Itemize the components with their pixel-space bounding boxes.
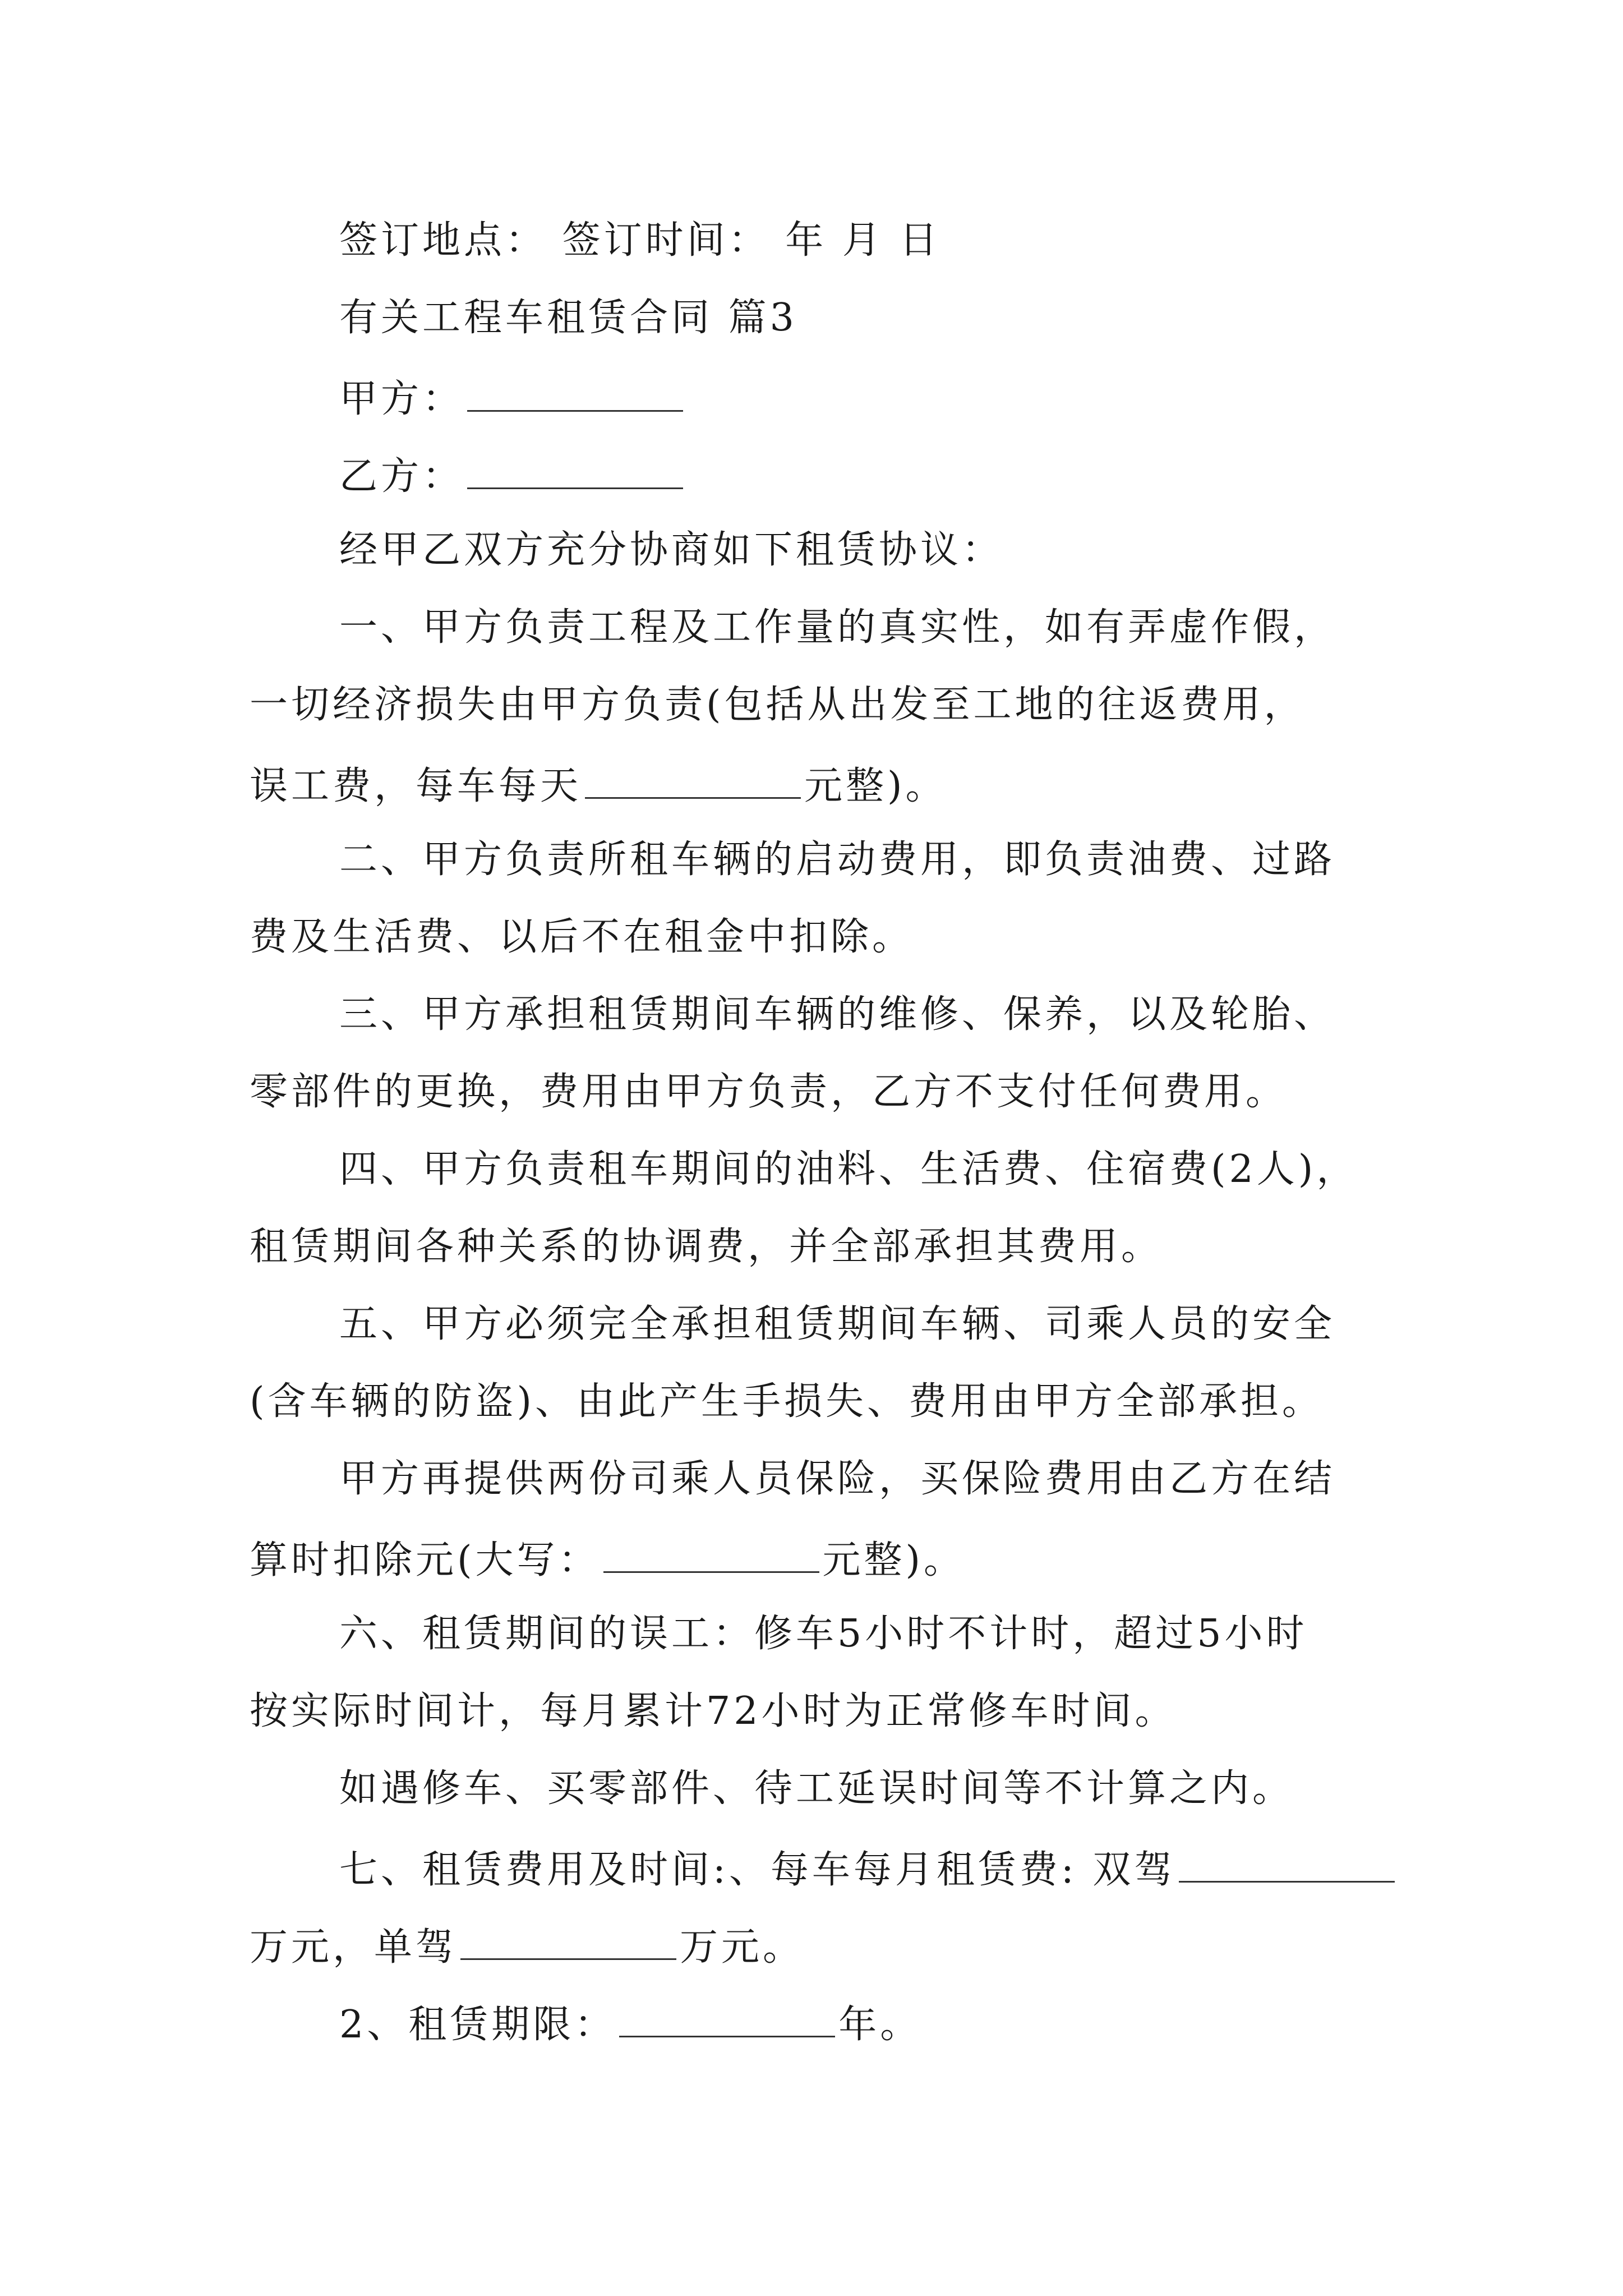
clause-7-line-1 bbox=[339, 1847, 1398, 1892]
lease-term-blank bbox=[619, 2002, 835, 2037]
clause-3-text-2: 零部件的更换，费用由甲方负责，乙方不支付任何费用。 bbox=[250, 1070, 1288, 1114]
clause-1-text-1: 一、甲方负责工程及工作量的真实性，如有弄虚作假， bbox=[339, 605, 1336, 650]
clause-7-text-1: 七、租赁费用及时间:、每车每月租赁费: 双驾 bbox=[339, 1848, 1176, 1892]
clause-6-line-1 bbox=[339, 1612, 1308, 1656]
clause-1-text-3b: 元整)。 bbox=[804, 764, 947, 808]
signing-place-time-line bbox=[339, 218, 941, 263]
insurance-text-2a: 算时扣除元(大写： bbox=[250, 1538, 600, 1582]
single-driver-fee-blank bbox=[460, 1925, 676, 1960]
clause-3-text-1: 三、甲方承担租赁期间车辆的维修、保养，以及轮胎、 bbox=[339, 992, 1336, 1037]
clause-6-line-2 bbox=[250, 1689, 1177, 1733]
party-b-label: 乙方： bbox=[339, 454, 464, 499]
clause-2-line-2 bbox=[250, 915, 914, 959]
clause-5-text-2: (含车辆的防盗)、由此产生手损失、费用由甲方全部承担。 bbox=[250, 1379, 1324, 1424]
double-driver-fee-blank bbox=[1179, 1847, 1395, 1883]
clause-7-text-2a: 万元，单驾 bbox=[250, 1925, 458, 1970]
insurance-text-2b: 元整)。 bbox=[822, 1538, 966, 1582]
party-b-blank bbox=[467, 454, 683, 489]
clause-5-text-1: 五、甲方必须完全承担租赁期间车辆、司乘人员的安全 bbox=[339, 1302, 1336, 1346]
clause-7-text-2b: 万元。 bbox=[680, 1925, 805, 1970]
party-a-blank bbox=[467, 376, 683, 412]
clause-3-line-1 bbox=[339, 992, 1336, 1037]
signing-place-time-text: 签订地点： 签订时间： 年 月 日 bbox=[339, 218, 941, 263]
clause-7-line-2 bbox=[250, 1925, 805, 1970]
clause-1-text-2: 一切经济损失由甲方负责(包括从出发至工地的往返费用， bbox=[250, 683, 1306, 727]
clause-2-text-1: 二、甲方负责所租车辆的启动费用，即负责油费、过路 bbox=[339, 838, 1336, 882]
clause-6-text-1: 六、租赁期间的误工：修车5小时不计时，超过5小时 bbox=[339, 1612, 1308, 1656]
insurance-line-2 bbox=[250, 1538, 965, 1580]
lease-term-text-a: 2、租赁期限： bbox=[339, 2003, 616, 2047]
daily-fee-blank bbox=[585, 763, 801, 799]
clause-2-text-2: 费及生活费、以后不在租金中扣除。 bbox=[250, 915, 914, 959]
clause-1-text-3a: 误工费，每车每天 bbox=[250, 764, 582, 808]
party-a-line bbox=[339, 376, 686, 421]
party-a-label: 甲方： bbox=[339, 377, 464, 421]
section-heading bbox=[339, 296, 797, 340]
clause-4-line-2 bbox=[250, 1225, 1163, 1269]
party-b-line bbox=[339, 454, 686, 499]
clause-1-line-1 bbox=[339, 605, 1336, 650]
lease-term-text-b: 年。 bbox=[838, 2003, 922, 2047]
preamble-text: 经甲乙双方充分协商如下租赁协议： bbox=[339, 528, 1004, 572]
clause-5-line-1 bbox=[339, 1302, 1336, 1346]
clause-3-line-2 bbox=[250, 1070, 1288, 1114]
clause-4-text-1: 四、甲方负责租车期间的油料、生活费、住宿费(2人)， bbox=[339, 1147, 1358, 1191]
section-heading-text: 有关工程车租赁合同 篇3 bbox=[339, 296, 797, 340]
clause-4-text-2: 租赁期间各种关系的协调费，并全部承担其费用。 bbox=[250, 1225, 1163, 1269]
clause-6-line-3 bbox=[339, 1766, 1294, 1811]
lease-term-line bbox=[339, 2002, 922, 2047]
clause-6-text-2: 按实际时间计，每月累计72小时为正常修车时间。 bbox=[250, 1689, 1177, 1733]
preamble-line bbox=[339, 528, 1004, 572]
insurance-line-1 bbox=[339, 1457, 1336, 1501]
clause-2-line-1 bbox=[339, 838, 1336, 882]
clause-4-line-1 bbox=[339, 1147, 1358, 1191]
clause-1-line-2 bbox=[250, 683, 1306, 727]
clause-5-line-2 bbox=[250, 1379, 1324, 1424]
insurance-text-1: 甲方再提供两份司乘人员保险，买保险费用由乙方在结 bbox=[339, 1457, 1336, 1501]
insurance-amount-blank bbox=[603, 1538, 819, 1573]
clause-6-text-3: 如遇修车、买零部件、待工延误时间等不计算之内。 bbox=[339, 1766, 1294, 1811]
clause-1-line-3 bbox=[250, 763, 947, 806]
